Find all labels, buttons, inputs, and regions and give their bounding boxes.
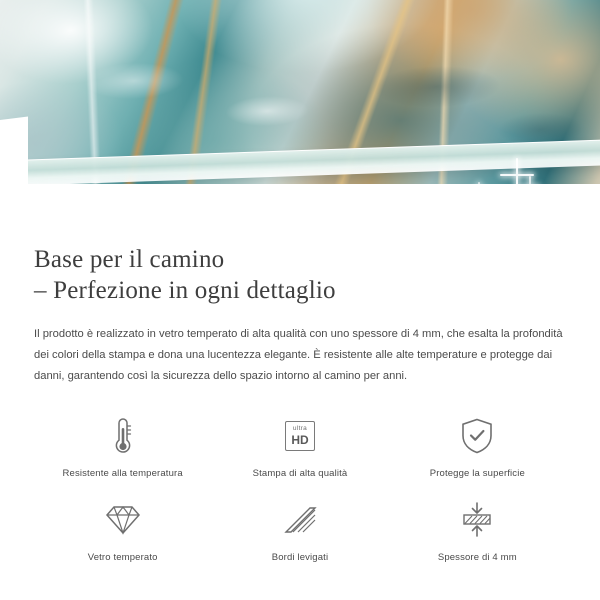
feature-label: Stampa di alta qualità [252, 468, 348, 479]
diamond-icon [105, 497, 141, 543]
ultra-hd-badge-bottom: HD [291, 432, 309, 447]
thermometer-icon [112, 413, 134, 459]
hero-bottom-mask [0, 184, 600, 218]
feature-label: Spessore di 4 mm [437, 552, 517, 563]
polished-edges-icon [282, 497, 318, 543]
page-title [34, 244, 566, 306]
content-section [0, 218, 600, 563]
description-paragraph: Il prodotto è realizzato in vetro temperato di alta qualità con uno spessore di 4 mm, che esalta la profondità dei colori della stampa e dona una lucentezza elegante. È resistente alle alte temperature e protegge dai danni, garantendo così la sicurezza dello spazio intorno al camino per anni. [34, 328, 563, 382]
page-title-line-1: Base per il camino [34, 246, 225, 273]
feature-item [34, 497, 211, 563]
feature-label: Resistente alla temperatura [62, 468, 183, 479]
feature-item [211, 413, 388, 479]
ultra-hd-icon [285, 413, 315, 459]
page-title-line-2: – Perfezione in ogni dettaglio [34, 277, 336, 304]
hero-image [0, 0, 600, 218]
ultra-hd-badge-top: ultra [292, 425, 308, 433]
thickness-arrows-icon [459, 497, 495, 543]
shield-check-icon [460, 413, 494, 459]
feature-grid [34, 413, 566, 563]
feature-label: Vetro temperato [87, 552, 158, 563]
feature-item [389, 413, 566, 479]
hero-image-inner [0, 0, 600, 218]
feature-label: Protegge la superficie [429, 468, 525, 479]
feature-item [34, 413, 211, 479]
feature-item [389, 497, 566, 563]
feature-label: Bordi levigati [271, 552, 329, 563]
feature-item [211, 497, 388, 563]
